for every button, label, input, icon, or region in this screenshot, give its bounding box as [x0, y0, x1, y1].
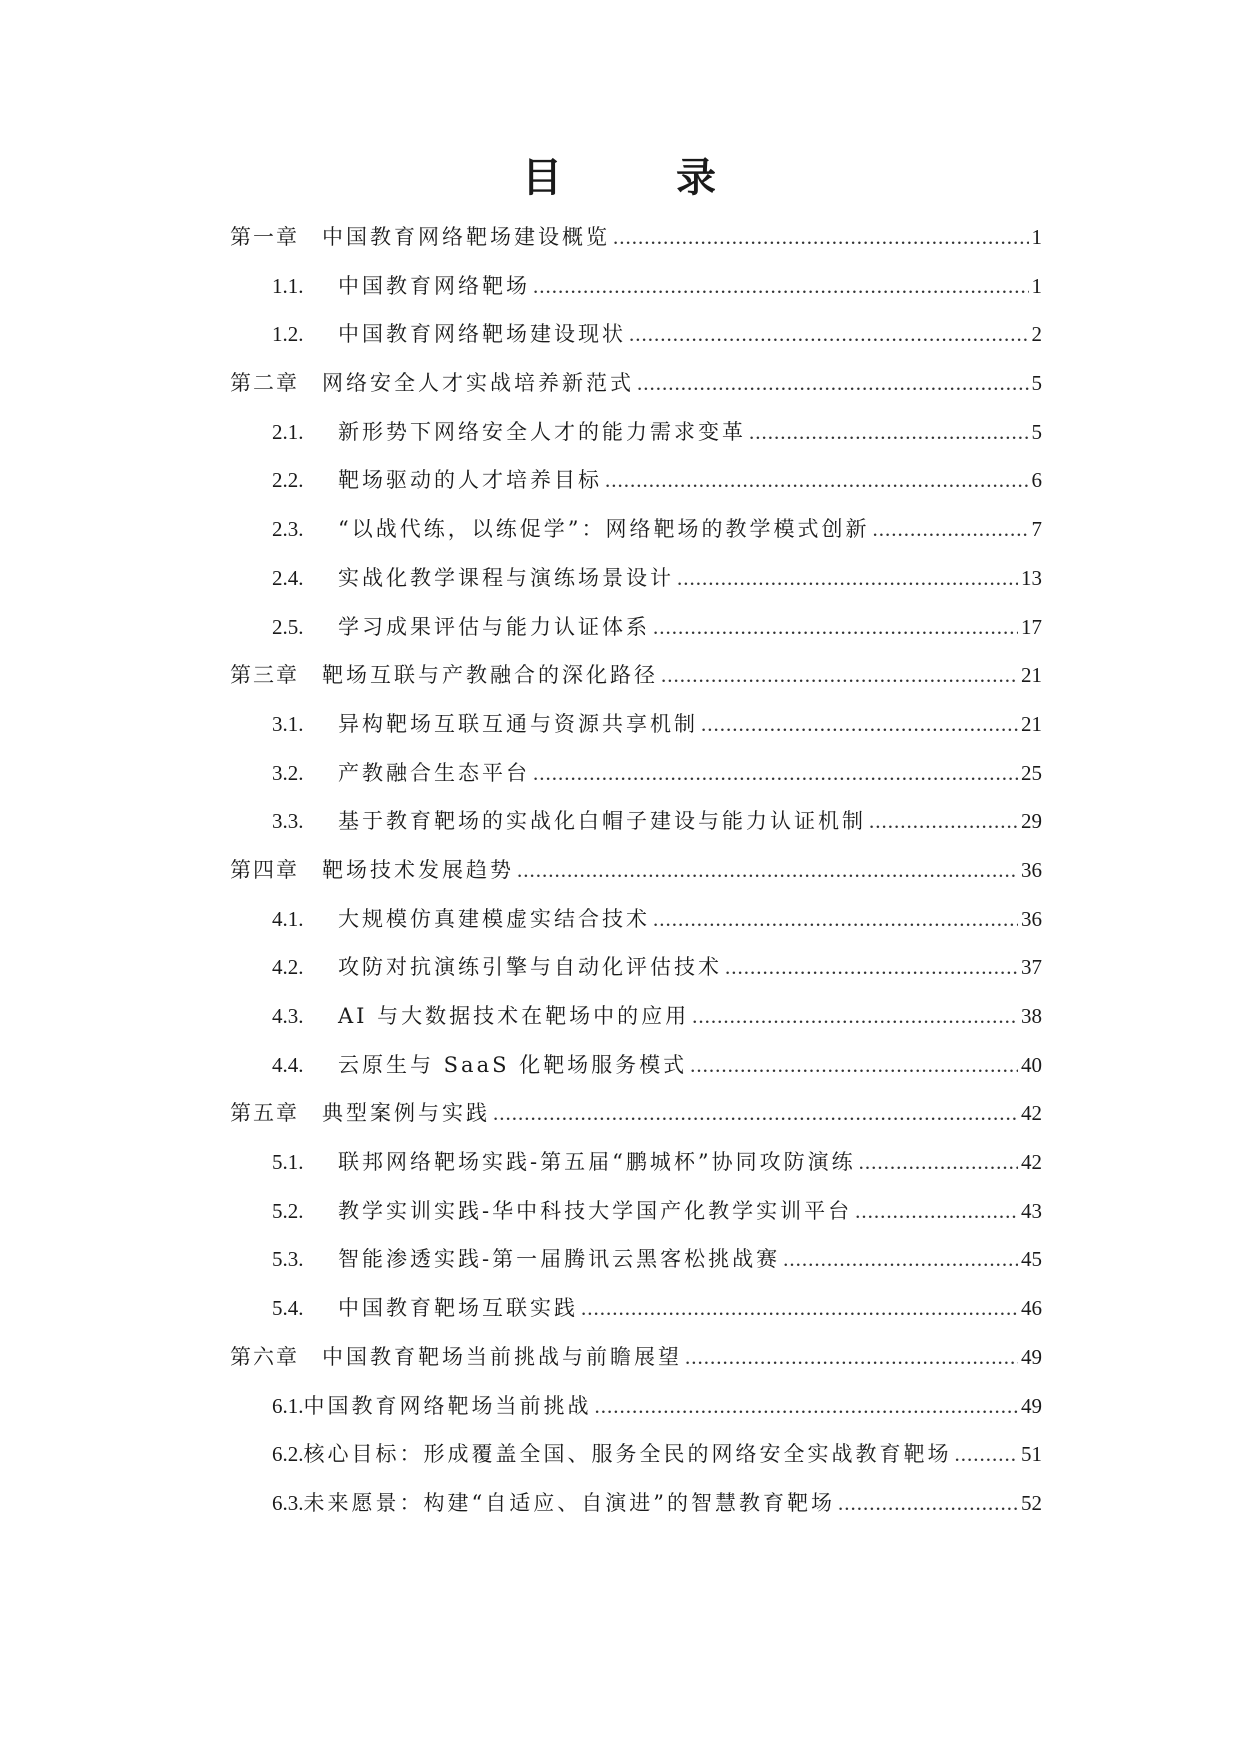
toc-page-number: 40 — [1021, 1052, 1042, 1077]
toc-dot-leader — [637, 368, 1029, 398]
toc-entry-number: 第一章 — [230, 225, 299, 249]
toc-dot-leader — [872, 514, 1028, 544]
toc-page-number: 5 — [1031, 371, 1042, 396]
toc-dot-leader — [690, 1050, 1018, 1080]
toc-entry-number: 5.2. — [272, 1198, 304, 1223]
toc-entry-number: 1.2. — [272, 322, 304, 347]
toc-chapter-entry[interactable] — [230, 1098, 1042, 1147]
toc-section-entry[interactable] — [230, 514, 1042, 563]
toc-entry-number: 第五章 — [230, 1101, 299, 1126]
toc-entry-number: 2.4. — [272, 565, 304, 590]
toc-entry-number: 3.3. — [272, 809, 304, 834]
toc-entry-title: 产教融合生态平台 — [338, 760, 530, 785]
toc-page-number: 42 — [1021, 1101, 1042, 1126]
toc-entry-number: 第六章 — [230, 1344, 299, 1369]
toc-section-entry[interactable] — [230, 417, 1042, 466]
toc-page-number: 43 — [1021, 1198, 1042, 1223]
table-of-contents — [230, 222, 1042, 1537]
toc-entry-number: 2.1. — [272, 419, 304, 444]
toc-section-entry[interactable] — [230, 563, 1042, 612]
toc-section-entry[interactable] — [230, 1391, 1042, 1440]
toc-dot-leader — [725, 952, 1018, 982]
toc-section-entry[interactable] — [230, 1488, 1042, 1537]
toc-section-entry[interactable] — [230, 904, 1042, 953]
toc-section-entry[interactable] — [230, 758, 1042, 807]
toc-entry-title: 中国教育网络靶场当前挑战 — [303, 1393, 592, 1418]
toc-entry-title: 实战化教学课程与演练场景设计 — [338, 565, 674, 590]
toc-section-entry[interactable] — [230, 1293, 1042, 1342]
toc-dot-leader — [613, 222, 1029, 252]
toc-page-number: 36 — [1021, 857, 1042, 882]
toc-page-number: 17 — [1021, 614, 1042, 639]
toc-page-number: 45 — [1021, 1247, 1042, 1272]
page-title: 目 录 — [522, 154, 766, 201]
toc-dot-leader — [701, 709, 1018, 739]
toc-section-entry[interactable] — [230, 319, 1042, 368]
toc-dot-leader — [955, 1439, 1019, 1469]
toc-page-number: 6 — [1031, 468, 1042, 493]
toc-section-entry[interactable] — [230, 709, 1042, 758]
toc-page-number: 29 — [1021, 809, 1042, 834]
toc-entry-title: 大规模仿真建模虚实结合技术 — [338, 906, 650, 931]
toc-entry-title: 云原生与 SaaS 化靶场服务模式 — [338, 1052, 688, 1077]
toc-entry-number: 第二章 — [230, 371, 299, 396]
toc-dot-leader — [677, 563, 1018, 593]
toc-entry-number: 6.1. — [272, 1393, 304, 1418]
toc-page-number: 25 — [1021, 760, 1042, 785]
toc-dot-leader — [493, 1098, 1018, 1128]
toc-entry-title: 基于教育靶场的实战化白帽子建设与能力认证机制 — [338, 809, 866, 834]
toc-dot-leader — [653, 904, 1018, 934]
toc-page-number: 37 — [1021, 955, 1042, 980]
toc-entry-title: 靶场互联与产教融合的深化路径 — [322, 663, 658, 688]
toc-dot-leader — [749, 417, 1029, 447]
toc-dot-leader — [595, 1391, 1019, 1421]
toc-dot-leader — [605, 465, 1029, 495]
toc-section-entry[interactable] — [230, 465, 1042, 514]
toc-dot-leader — [581, 1293, 1018, 1323]
toc-entry-title: 靶场驱动的人才培养目标 — [338, 468, 602, 493]
toc-entry-title: 中国教育网络靶场建设现状 — [338, 322, 626, 347]
toc-dot-leader — [533, 758, 1018, 788]
toc-page-number: 21 — [1021, 663, 1042, 688]
toc-entry-number: 2.3. — [272, 517, 304, 542]
toc-entry-number: 第三章 — [230, 663, 299, 688]
toc-entry-title: 攻防对抗演练引擎与自动化评估技术 — [338, 955, 722, 980]
toc-entry-title: 中国教育靶场当前挑战与前瞻展望 — [322, 1344, 682, 1369]
toc-entry-title: 中国教育靶场互联实践 — [338, 1296, 578, 1321]
toc-page-number: 36 — [1021, 906, 1042, 931]
toc-entry-title: 异构靶场互联互通与资源共享机制 — [338, 711, 698, 736]
toc-section-entry[interactable] — [230, 1001, 1042, 1050]
toc-entry-number: 4.1. — [272, 906, 304, 931]
toc-entry-number: 第四章 — [230, 857, 299, 882]
toc-section-entry[interactable] — [230, 1439, 1042, 1488]
toc-entry-title: 核心目标：形成覆盖全国、服务全民的网络安全实战教育靶场 — [303, 1442, 952, 1467]
toc-section-entry[interactable] — [230, 612, 1042, 661]
toc-section-entry[interactable] — [230, 1147, 1042, 1196]
toc-entry-number: 5.4. — [272, 1296, 304, 1321]
toc-dot-leader — [859, 1147, 1018, 1177]
toc-entry-number: 4.3. — [272, 1004, 304, 1028]
toc-entry-number: 4.2. — [272, 955, 304, 980]
toc-entry-title: “以战代练，以练促学”：网络靶场的教学模式创新 — [338, 517, 870, 542]
toc-dot-leader — [869, 806, 1018, 836]
toc-section-entry[interactable] — [230, 271, 1042, 320]
toc-page-number: 1 — [1031, 273, 1042, 298]
toc-chapter-entry[interactable] — [230, 368, 1042, 417]
toc-entry-title: 智能渗透实践-第一届腾讯云黑客松挑战赛 — [338, 1247, 781, 1272]
toc-entry-title: 网络安全人才实战培养新范式 — [322, 371, 634, 396]
toc-entry-number: 1.1. — [272, 273, 304, 298]
toc-page-number: 7 — [1031, 517, 1042, 542]
toc-entry-title: 未来愿景：构建“自适应、自演进”的智慧教育靶场 — [303, 1490, 835, 1515]
toc-entry-title: 学习成果评估与能力认证体系 — [338, 614, 650, 639]
toc-chapter-entry[interactable] — [230, 222, 1042, 271]
toc-entry-number: 6.2. — [272, 1442, 304, 1467]
toc-page-number: 49 — [1021, 1344, 1042, 1369]
toc-page-number: 13 — [1021, 565, 1042, 590]
toc-entry-title: AI 与大数据技术在靶场中的应用 — [338, 1004, 690, 1028]
toc-page-number: 42 — [1021, 1150, 1042, 1175]
toc-entry-number: 3.2. — [272, 760, 304, 785]
toc-page-number: 49 — [1021, 1393, 1042, 1418]
toc-entry-title: 靶场技术发展趋势 — [322, 857, 514, 882]
toc-dot-leader — [517, 855, 1018, 885]
toc-page-number: 46 — [1021, 1296, 1042, 1321]
toc-dot-leader — [783, 1244, 1018, 1274]
toc-page-number: 38 — [1021, 1004, 1042, 1028]
toc-entry-title: 中国教育网络靶场 — [338, 273, 530, 298]
toc-section-entry[interactable] — [230, 1196, 1042, 1245]
toc-chapter-entry[interactable] — [230, 660, 1042, 709]
toc-section-entry[interactable] — [230, 952, 1042, 1001]
toc-dot-leader — [692, 1001, 1018, 1031]
toc-dot-leader — [629, 319, 1029, 349]
toc-page-number: 1 — [1031, 225, 1042, 249]
toc-section-entry[interactable] — [230, 806, 1042, 855]
toc-dot-leader — [653, 612, 1018, 642]
toc-page-number: 21 — [1021, 711, 1042, 736]
toc-page-number: 51 — [1021, 1442, 1042, 1467]
toc-entry-title: 教学实训实践-华中科技大学国产化教学实训平台 — [338, 1198, 853, 1223]
toc-chapter-entry[interactable] — [230, 1342, 1042, 1391]
toc-dot-leader — [855, 1196, 1018, 1226]
toc-dot-leader — [661, 660, 1018, 690]
toc-page-number: 2 — [1031, 322, 1042, 347]
toc-section-entry[interactable] — [230, 1050, 1042, 1099]
toc-entry-title: 新形势下网络安全人才的能力需求变革 — [338, 419, 746, 444]
toc-page-number: 5 — [1031, 419, 1042, 444]
toc-entry-number: 2.2. — [272, 468, 304, 493]
toc-section-entry[interactable] — [230, 1244, 1042, 1293]
toc-dot-leader — [533, 271, 1029, 301]
toc-entry-title: 中国教育网络靶场建设概览 — [322, 225, 610, 249]
toc-chapter-entry[interactable] — [230, 855, 1042, 904]
toc-entry-number: 2.5. — [272, 614, 304, 639]
toc-entry-title: 典型案例与实践 — [322, 1101, 490, 1126]
toc-dot-leader — [838, 1488, 1018, 1518]
toc-entry-title: 联邦网络靶场实践-第五届“鹏城杯”协同攻防演练 — [338, 1150, 856, 1175]
toc-entry-number: 5.3. — [272, 1247, 304, 1272]
toc-dot-leader — [685, 1342, 1018, 1372]
toc-entry-number: 3.1. — [272, 711, 304, 736]
toc-page-number: 52 — [1021, 1490, 1042, 1515]
toc-entry-number: 5.1. — [272, 1150, 304, 1175]
toc-entry-number: 6.3. — [272, 1490, 304, 1515]
toc-entry-number: 4.4. — [272, 1052, 304, 1077]
